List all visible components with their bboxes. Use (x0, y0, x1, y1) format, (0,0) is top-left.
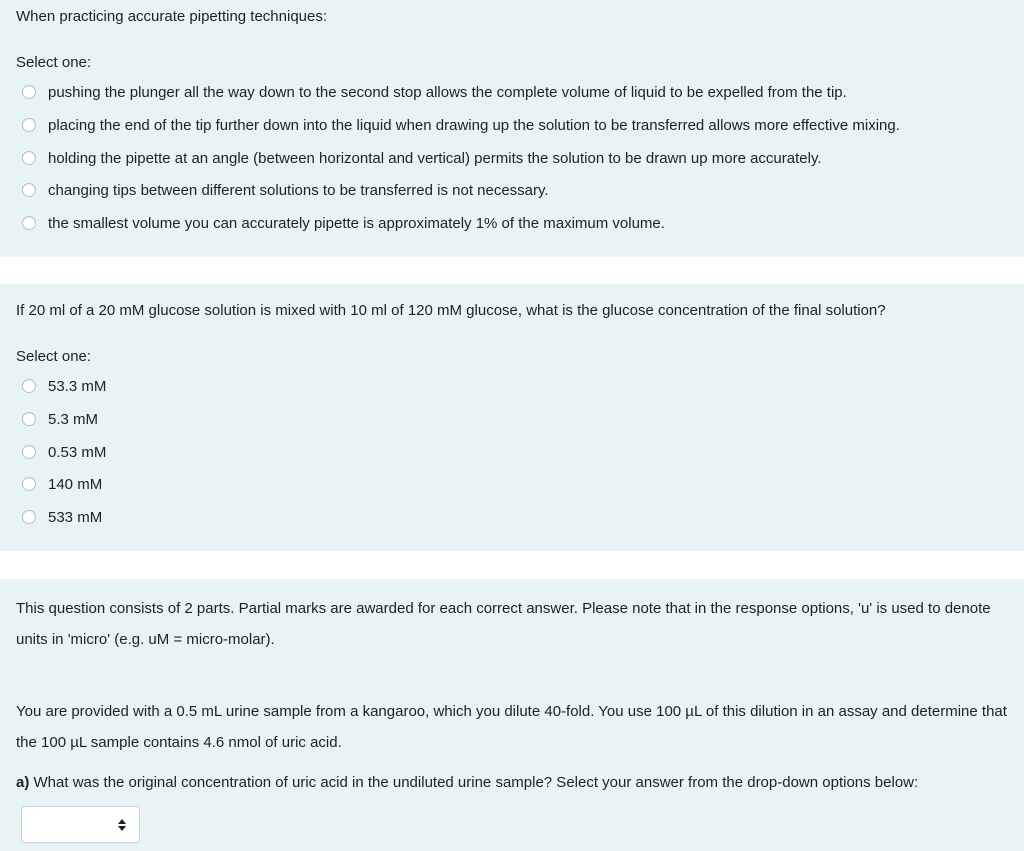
part-a-question (16, 773, 918, 793)
answer-option[interactable] (22, 506, 102, 528)
select-one-label: Select one: (16, 54, 92, 71)
option-text: 533 mM (48, 508, 103, 526)
option-text: 140 mM (48, 475, 103, 493)
option-text: 0.53 mM (48, 443, 107, 461)
radio-button[interactable] (22, 477, 36, 491)
radio-button[interactable] (22, 151, 36, 165)
answer-option[interactable] (22, 179, 549, 201)
answer-option[interactable] (22, 147, 822, 169)
option-text: 53.3 mM (48, 377, 107, 395)
part-a-label: a) (16, 774, 30, 791)
question-card-glucose (0, 284, 1024, 551)
question-scenario: You are provided with a 0.5 mL urine sample from a kangaroo, which you dilute 40-fold. You use 100 µL of this dilution in an assay and determine that the 100 µL sample contains 4.6 nmol of uric acid. (16, 703, 1007, 751)
option-text: placing the end of the tip further down into the liquid when drawing up the solution to be transferred allows more effective mixing. (48, 116, 900, 134)
radio-button[interactable] (22, 412, 36, 426)
question-intro: This question consists of 2 parts. Partial marks are awarded for each correct answer. Please note that in the response options, 'u' is used to denote units in 'micro' (e.g. uM = micro-molar). (16, 600, 991, 648)
answer-option[interactable] (22, 114, 900, 136)
radio-button[interactable] (22, 510, 36, 524)
radio-button[interactable] (22, 445, 36, 459)
option-text: pushing the plunger all the way down to the second stop allows the complete volume of liquid to be expelled from the tip. (48, 83, 847, 101)
answer-option[interactable] (22, 212, 665, 234)
updown-caret-icon (118, 819, 126, 831)
select-one-label: Select one: (16, 348, 92, 365)
answer-option[interactable] (22, 408, 98, 430)
radio-button[interactable] (22, 183, 36, 197)
part-a-text: What was the original concentration of uric acid in the undiluted urine sample? Select your answer from the drop-down options below: (33, 774, 919, 791)
radio-button[interactable] (22, 118, 36, 132)
answer-option[interactable] (22, 441, 106, 463)
question-prompt: If 20 ml of a 20 mM glucose solution is mixed with 10 ml of 120 mM glucose, what is the glucose concentration of the final solution? (16, 302, 886, 319)
question-card-uric-acid (0, 579, 1024, 851)
radio-button[interactable] (22, 216, 36, 230)
option-text: changing tips between different solutions to be transferred is not necessary. (48, 181, 549, 199)
answer-option[interactable] (22, 473, 102, 495)
answer-option[interactable] (22, 81, 847, 103)
option-text: the smallest volume you can accurately pipette is approximately 1% of the maximum volume. (48, 214, 665, 232)
radio-button[interactable] (22, 85, 36, 99)
answer-option[interactable] (22, 375, 106, 397)
question-prompt: When practicing accurate pipetting techniques: (16, 8, 328, 25)
option-text: 5.3 mM (48, 410, 99, 428)
option-text: holding the pipette at an angle (between horizontal and vertical) permits the solution to be drawn up more accurately. (48, 149, 822, 167)
question-card-pipetting (0, 0, 1024, 257)
radio-button[interactable] (22, 379, 36, 393)
answer-dropdown[interactable] (21, 806, 140, 843)
